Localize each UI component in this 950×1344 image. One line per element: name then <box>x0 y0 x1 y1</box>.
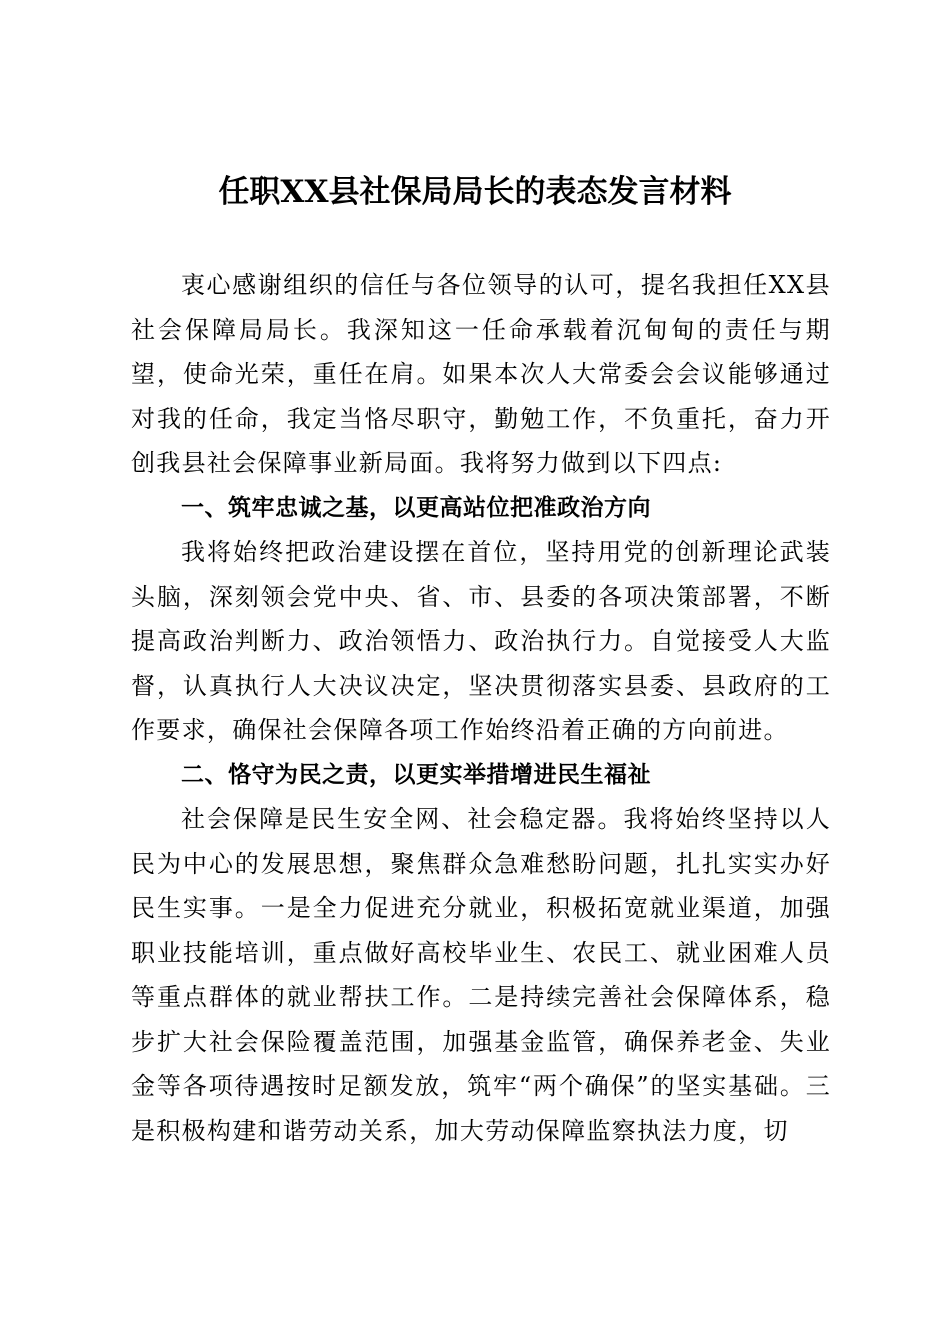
section-heading-1: 一、筑牢忠诚之基，以更高站位把准政治方向 <box>181 494 651 521</box>
document-body <box>131 263 831 1153</box>
section-paragraph-1: 我将始终把政治建设摆在首位，坚持用党的创新理论武装头脑，深刻领会党中央、省、市、县委的各项决策部署，不断提高政治判断力、政治领悟力、政治执行力。自觉接受人大监督，认真执行人大决议决定，坚决贯彻落实县委、县政府的工作要求，确保社会保障各项工作始终沿着正确的方向前进。 <box>131 538 831 744</box>
intro-paragraph: 衷心感谢组织的信任与各位领导的认可，提名我担任XX县社会保障局局长。我深知这一任命承载着沉甸甸的责任与期望，使命光荣，重任在肩。如果本次人大常委会会议能够通过对我的任命，我定当恪尽职守，勤勉工作，不负重托，奋力开创我县社会保障事业新局面。我将努力做到以下四点: <box>131 271 831 477</box>
section-heading-2: 二、恪守为民之责，以更实举措增进民生福祉 <box>181 761 651 788</box>
document-title: 任职XX县社保局局长的表态发言材料 <box>218 174 732 210</box>
section-paragraph-2: 社会保障是民生安全网、社会稳定器。我将始终坚持以人民为中心的发展思想，聚焦群众急难愁盼问题，扎扎实实办好民生实事。一是全力促进充分就业，积极拓宽就业渠道，加强职业技能培训，重点做好高校毕业生、农民工、就业困难人员等重点群体的就业帮扶工作。二是持续完善社会保障体系，稳步扩大社会保险覆盖范围，加强基金监管，确保养老金、失业金等各项待遇按时足额发放，筑牢“两个确保”的坚实基础。三是积极构建和谐劳动关系，加大劳动保障监察执法力度，切 <box>131 805 831 1145</box>
